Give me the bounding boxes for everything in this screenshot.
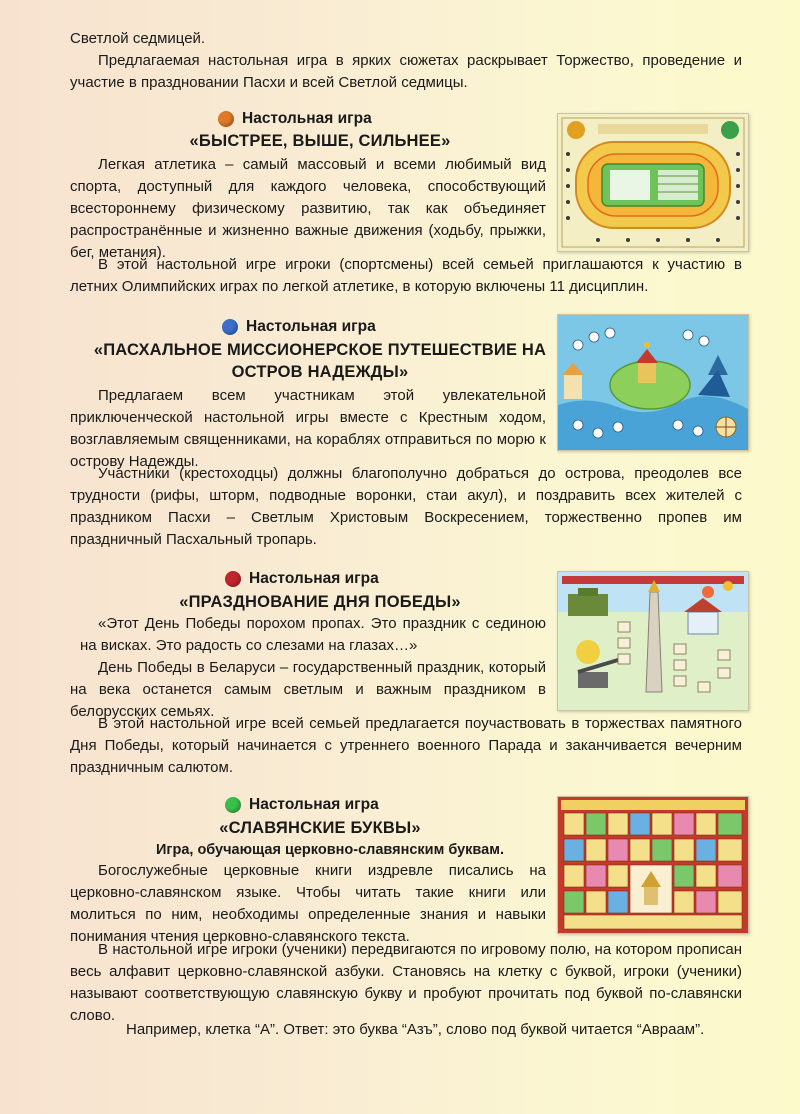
game1-paragraph-2: В этой настольной игре игроки (спортсмены) всей семьей приглашаются к участию в летних Олимпийских играх по легкой атлетике, в которую включены 11 дисциплин. xyxy=(70,256,742,295)
game2-paragraph-1: Предлагаем всем участникам этой увлекательной приключенческой настольной игры вместе с Крестным ходом, возглавляемым священниками, на кораблях отправиться по морю к острову Надежды. xyxy=(70,387,546,470)
game1-label: Настольная игра xyxy=(242,110,372,127)
game3-board-image xyxy=(557,571,749,711)
game4-board-image xyxy=(557,796,749,934)
game2-board-image xyxy=(557,314,749,451)
game2-heading-label xyxy=(222,316,376,338)
game2-title-line-1: «ПАСХАЛЬНОЕ МИССИОНЕРСКОЕ ПУТЕШЕСТВИЕ НА xyxy=(93,341,547,359)
orange-dot-icon xyxy=(218,111,234,127)
game1-heading-label xyxy=(218,108,372,130)
game4-title: «СЛАВЯНСКИЕ БУКВЫ» xyxy=(219,819,421,837)
game4-paragraph-1: Богослужебные церковные книги издревле писались на церковно-славянском языке. Чтобы читать такие книги или молиться по ним, необходимы определенные знания и навыки понимания чтения церковно-славянского текста. xyxy=(70,862,546,945)
game1-board-image xyxy=(557,113,749,252)
game4-paragraph-3: Например, клетка “А”. Ответ: это буква “Азъ”, слово под буквой читается “Авраам”. xyxy=(126,1021,705,1038)
red-dot-icon xyxy=(225,571,241,587)
green-dot-icon xyxy=(225,797,241,813)
game4-label: Настольная игра xyxy=(249,796,379,813)
game3-heading-label xyxy=(225,568,379,590)
game4-heading-label xyxy=(225,794,379,816)
game1-paragraph-1: Легкая атлетика – самый массовый и всеми любимый вид спорта, доступный для каждого человека, способствующий всестороннему физическому развитию, так как объединяет распространённые и жизненно важные движения (ходьбу, прыжки, бег, метания). xyxy=(70,156,546,261)
game3-paragraph-1: День Победы в Беларуси – государственный праздник, который на века останется самым светлым и важным праздником в белорусских семьях. xyxy=(70,659,546,720)
intro-paragraph: Предлагаемая настольная игра в ярких сюжетах раскрывает Торжество, проведение и участие в праздновании Пасхи и всей Светлой седмицы. xyxy=(70,52,742,91)
game2-title-line-2: ОСТРОВ НАДЕЖДЫ» xyxy=(231,363,409,381)
game4-paragraph-2: В настольной игре игроки (ученики) передвигаются по игровому полю, на котором прописан весь алфавит церковно-славянской азбуки. Становясь на клетку с буквой, игроки (ученики) называют соответствующую славянскую букву и пробуют прочитать под буквой по-славянски слово. xyxy=(70,941,742,1024)
game2-label: Настольная игра xyxy=(246,318,376,335)
game3-label: Настольная игра xyxy=(249,570,379,587)
game3-quote: «Этот День Победы порохом пропах. Это праздник с сединою на висках. Это радость со слезами на глазах…» xyxy=(80,615,546,654)
game3-paragraph-2: В этой настольной игре всей семьей предлагается поучаствовать в торжествах памятного Дня Победы, который начинается с утреннего военного Парада и заканчивается вечерним праздничным салютом. xyxy=(70,715,742,776)
game3-title: «ПРАЗДНОВАНИЕ ДНЯ ПОБЕДЫ» xyxy=(179,593,461,611)
intro-line: Светлой седмицей. xyxy=(70,30,206,47)
game2-paragraph-2: Участники (крестоходцы) должны благополучно добраться до острова, преодолев все трудности (рифы, шторм, подводные воронки, стаи акул), и поздравить всех жителей с праздником Пасхи – Светлым Христовым Воскресением, торжественно пропев им праздничный Пасхальный тропарь. xyxy=(70,465,742,548)
game4-subtitle: Игра, обучающая церковно-славянским буквам. xyxy=(156,842,504,858)
blue-dot-icon xyxy=(222,319,238,335)
game1-title: «БЫСТРЕЕ, ВЫШЕ, СИЛЬНЕЕ» xyxy=(189,132,451,150)
